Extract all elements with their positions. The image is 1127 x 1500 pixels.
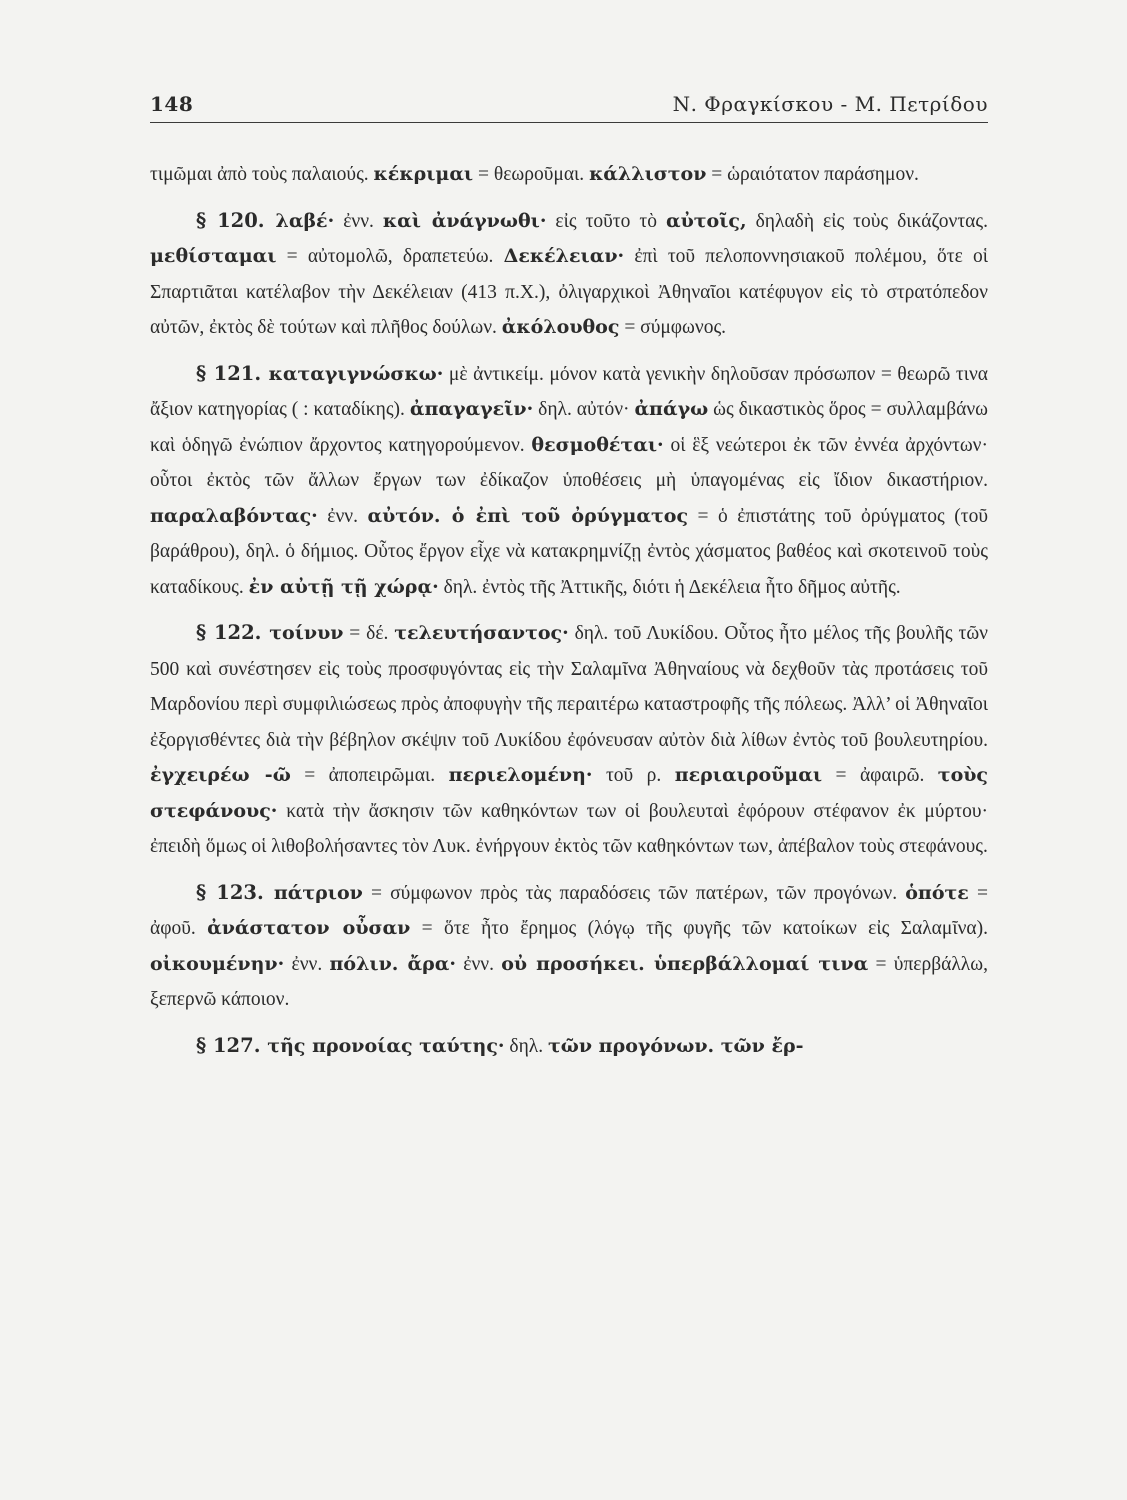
lemma: τῆς προνοίας ταύτης· (267, 1034, 505, 1057)
gloss-text: ἐνν. (317, 505, 368, 527)
paragraph-p122 (150, 615, 988, 865)
gloss-text: ὡς δικαστικὸς ὅρος = συλλαμβάνω καὶ ὁδηγῶ ἐνώπιον ἄρχοντος κατηγορούμενον. (150, 399, 989, 456)
gloss-text: = ὁ ἐπιστάτης τοῦ ὀρύγματος (τοῦ βαράθρου), δηλ. ὁ δήμιος. Οὗτος ἔργον εἶχε νὰ κατακρημνίζῃ ἐντὸς χάσματος βαθέος καὶ σκοτεινοῦ τοὺς καταδίκους. (150, 505, 989, 598)
gloss-text: δηλ. ἐντὸς τῆς Ἀττικῆς, διότι ἡ Δεκέλεια ἦτο δῆμος αὐτῆς. (438, 576, 901, 598)
lemma: αὐτοῖς, (665, 209, 747, 232)
gloss-text: τιμῶμαι ἀπὸ τοὺς παλαιούς. (150, 164, 374, 185)
gloss-text: = σύμφωνος. (619, 317, 727, 338)
lemma: αὐτόν. ὁ ἐπὶ τοῦ ὀρύγματος (367, 504, 689, 527)
gloss-text: οἱ ἓξ νεώτεροι ἐκ τῶν ἐννέα ἀρχόντων· οὗτοι ἐκτὸς τῶν ἄλλων ἔργων των ἐδίκαζον ὑποθέσεις μὴ ὑπαγομένας εἰς ἴδιον δικαστήριον. (150, 434, 988, 491)
lemma: κέκριμαι (373, 163, 474, 185)
paragraph-p121 (150, 356, 988, 606)
book-page (150, 88, 988, 1064)
gloss-text: ἐνν. (334, 210, 383, 232)
gloss-text: δηλ. (504, 1035, 548, 1057)
lemma: πόλιν. ἄρα· (329, 952, 456, 975)
lemma: τελευτήσαντος· (394, 622, 569, 644)
section-number: § 122. (196, 621, 270, 644)
gloss-text: τοῦ ρ. (592, 765, 675, 786)
paragraph-p0 (150, 157, 988, 193)
section-number: § 127. (196, 1033, 268, 1057)
lemma: λαβέ· (275, 209, 335, 232)
paragraph-p127 (150, 1028, 988, 1065)
page-number: 148 (150, 92, 194, 116)
lemma: κάλλιστον (589, 163, 707, 185)
gloss-text: κατὰ τὴν ἄσκησιν τῶν καθηκόντων των οἱ βουλευταὶ ἐφόρουν στέφανον ἐκ μύρτου· ἐπειδὴ ὅμως οἱ λιθοβολήσαντες τὸν Λυκ. ἐνήργουν ἐκτὸς τῶν καθηκόντων των, ἀπέβαλον τοὺς στεφάνους. (150, 800, 988, 857)
gloss-text: δηλ. αὐτόν· (533, 399, 635, 420)
section-number: § 123. (196, 880, 274, 904)
lemma: ἀκόλουθος (501, 316, 620, 338)
gloss-text: μὲ ἀντικείμ. μόνον κατὰ γενικὴν δηλοῦσαν πρόσωπον = θεωρῶ τινα ἄξιον κατηγορίας ( : καταδίκης). (150, 363, 988, 420)
gloss-text: ἐνν. (455, 953, 502, 975)
page-header (150, 88, 988, 123)
lemma: ἀπάγω (634, 398, 709, 420)
paragraph-p123 (150, 875, 988, 1018)
lemma: ὁπότε (905, 881, 969, 904)
lemma: ἐγχειρέω -ῶ (150, 764, 291, 786)
lemma: μεθίσταμαι (150, 245, 277, 267)
gloss-text: = ἀποπειρῶμαι. (290, 765, 449, 786)
gloss-text: = αὐτομολῶ, δραπετεύω. (276, 246, 504, 267)
section-number: § 120. (196, 208, 276, 232)
gloss-text: = ἀφαιρῶ. (822, 765, 938, 786)
commentary-body (150, 157, 988, 1064)
gloss-text: = θεωροῦμαι. (473, 164, 590, 185)
lemma: περιελομένη· (448, 764, 593, 786)
lemma: Δεκέλειαν· (503, 245, 625, 267)
lemma: παραλαβόντας· (150, 504, 318, 527)
gloss-text: δηλ. τοῦ Λυκίδου. Οὗτος ἦτο μέλος τῆς βουλῆς τῶν 500 καὶ συνέστησεν εἰς τοὺς προσφυγόντας εἰς τὴν Σαλαμῖνα Ἀθηναίους νὰ δεχθοῦν τὰς προτάσεις τοῦ Μαρδονίου περὶ συμφιλιώσεως πρὸς ἀποφυγὴν τῆς περαιτέρω καταστροφῆς τῆς πόλεως. Ἀλλ’ οἱ Ἀθηναῖοι ἐξοργισθέντες διὰ τὴν βέβηλον σκέψιν τοῦ Λυκίδου ἐφόνευσαν αὐτὸν διὰ λίθων ἐντὸς τοῦ βουλευτηρίου. (150, 623, 988, 751)
gloss-text: = ἀφοῦ. (150, 882, 988, 939)
gloss-text: = δέ. (343, 623, 395, 644)
lemma: πάτριον (273, 881, 363, 904)
gloss-text: = ὡραιότατον παράσημον. (706, 164, 919, 185)
lemma: τοὺς στεφάνους· (150, 764, 988, 822)
lemma: τοίνυν (269, 622, 344, 644)
lemma: ἀπαγαγεῖν· (409, 398, 534, 420)
lemma: ἐν αὐτῇ τῇ χώρᾳ· (248, 575, 439, 598)
paragraph-p120 (150, 203, 988, 346)
lemma: ἀνάστατον οὖσαν (207, 917, 411, 939)
lemma: περιαιροῦμαι (674, 764, 823, 786)
lemma: καταγιγνώσκω· (268, 362, 444, 385)
section-number: § 121. (196, 361, 269, 385)
gloss-text: = σύμφωνον πρὸς τὰς παραδόσεις τῶν πατέρων, τῶν προγόνων. (362, 882, 906, 904)
gloss-text: ἐνν. (284, 953, 330, 975)
gloss-text: εἰς τοῦτο τὸ (546, 210, 666, 232)
lemma: οὐ προσήκει. ὑπερβάλλομαί τινα (501, 952, 869, 975)
lemma: οἰκουμένην· (150, 952, 285, 975)
gloss-text: = ὑπερβάλλω, ξεπερνῶ κάποιον. (150, 953, 988, 1010)
lemma: θεσμοθέται· (531, 433, 664, 456)
lemma: καὶ ἀνάγνωθι· (382, 209, 547, 232)
lemma: τῶν προγόνων. τῶν ἔρ- (547, 1034, 804, 1057)
gloss-text: ἐπὶ τοῦ πελοποννησιακοῦ πολέμου, ὅτε οἱ Σπαρτιᾶται κατέλαβον τὴν Δεκέλειαν (413 π.Χ.), ὀλιγαρχικοὶ Ἀθηναῖοι κατέφυγον εἰς τὸ στρατόπεδον αὐτῶν, ἐκτὸς δὲ τούτων καὶ πλῆθος δούλων. (150, 246, 988, 338)
gloss-text: = ὅτε ἦτο ἔρημος (λόγῳ τῆς φυγῆς τῶν κατοίκων εἰς Σαλαμῖνα). (410, 918, 988, 939)
gloss-text: δηλαδὴ εἰς τοὺς δικάζοντας. (746, 210, 988, 232)
running-head: Ν. Φραγκίσκου - Μ. Πετρίδου (672, 92, 988, 116)
